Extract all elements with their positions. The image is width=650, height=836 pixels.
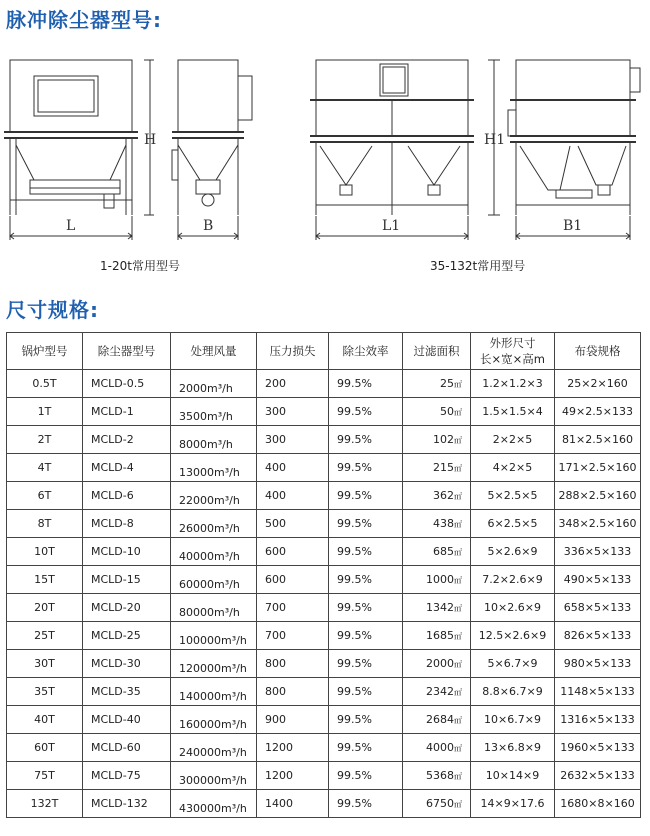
table-row — [7, 398, 641, 426]
cell-flow-value-wrap — [179, 494, 240, 507]
table-row — [7, 538, 641, 566]
cell-flow-value-wrap — [179, 746, 247, 759]
cell-size: 1.2×1.2×3 — [471, 370, 555, 398]
cell-model: MCLD-25 — [83, 622, 171, 650]
cell-loss: 600 — [257, 566, 329, 594]
cell-efficiency: 99.5% — [329, 370, 403, 398]
cell-flow-unit: m³/h — [221, 718, 247, 731]
cell-area — [403, 706, 471, 734]
cell-area-unit: ㎡ — [454, 408, 462, 417]
cell-area — [403, 790, 471, 818]
cell-size: 12.5×2.6×9 — [471, 622, 555, 650]
cell-area — [403, 622, 471, 650]
cell-size: 10×2.6×9 — [471, 594, 555, 622]
table-row — [7, 706, 641, 734]
dim-L1: L1 — [382, 218, 401, 234]
cell-size: 10×14×9 — [471, 762, 555, 790]
cell-area — [403, 678, 471, 706]
cell-area — [403, 370, 471, 398]
cell-flow-value: 80000 — [179, 606, 214, 619]
cell-bag: 25×2×160 — [555, 370, 641, 398]
cell-area — [403, 482, 471, 510]
cell-bag: 1148×5×133 — [555, 678, 641, 706]
table-row — [7, 454, 641, 482]
cell-boiler: 15T — [7, 566, 83, 594]
cell-size: 4×2×5 — [471, 454, 555, 482]
cell-loss: 1200 — [257, 762, 329, 790]
cell-model: MCLD-35 — [83, 678, 171, 706]
cell-loss: 300 — [257, 426, 329, 454]
cell-boiler: 6T — [7, 482, 83, 510]
cell-loss: 500 — [257, 510, 329, 538]
cell-area-value: 2342 — [426, 685, 454, 698]
cell-boiler: 10T — [7, 538, 83, 566]
cell-boiler: 1T — [7, 398, 83, 426]
cell-flow — [171, 398, 257, 426]
cell-bag: 1960×5×133 — [555, 734, 641, 762]
cell-model: MCLD-40 — [83, 706, 171, 734]
models-title: 脉冲除尘器型号: — [6, 8, 162, 32]
cell-area-unit: ㎡ — [454, 576, 462, 585]
cell-area-unit: ㎡ — [454, 548, 462, 557]
table-body — [7, 370, 641, 818]
cell-area-value: 1342 — [426, 601, 454, 614]
table-row — [7, 510, 641, 538]
cell-flow-value-wrap — [179, 802, 247, 815]
cell-efficiency: 99.5% — [329, 790, 403, 818]
cell-flow-value-wrap — [179, 438, 233, 451]
cell-flow-unit: m³/h — [214, 550, 240, 563]
cell-loss: 800 — [257, 678, 329, 706]
dim-B1: B1 — [563, 218, 583, 234]
dust-collector-drawings — [0, 40, 650, 276]
cell-size: 6×2.5×5 — [471, 510, 555, 538]
cell-bag: 490×5×133 — [555, 566, 641, 594]
cell-area-value: 685 — [433, 545, 454, 558]
cell-efficiency: 99.5% — [329, 482, 403, 510]
header-efficiency: 除尘效率 — [329, 333, 403, 370]
cell-size: 10×6.7×9 — [471, 706, 555, 734]
caption-large-models: 35-132t常用型号 — [430, 259, 526, 273]
cell-flow — [171, 426, 257, 454]
dim-L: L — [66, 218, 76, 234]
cell-flow-value: 26000 — [179, 522, 214, 535]
cell-area — [403, 426, 471, 454]
cell-area-value: 438 — [433, 517, 454, 530]
cell-area-value: 2684 — [426, 713, 454, 726]
table-row — [7, 734, 641, 762]
cell-flow-unit: m³/h — [214, 522, 240, 535]
cell-flow-unit: m³/h — [214, 466, 240, 479]
cell-flow-unit: m³/h — [207, 382, 233, 395]
cell-flow — [171, 734, 257, 762]
cell-efficiency: 99.5% — [329, 454, 403, 482]
cell-flow — [171, 594, 257, 622]
cell-flow-value-wrap — [179, 382, 233, 395]
table-row — [7, 566, 641, 594]
cell-flow-value-wrap — [179, 578, 240, 591]
cell-flow-value: 240000 — [179, 746, 221, 759]
cell-flow — [171, 370, 257, 398]
cell-model: MCLD-6 — [83, 482, 171, 510]
cell-bag: 348×2.5×160 — [555, 510, 641, 538]
cell-loss: 700 — [257, 622, 329, 650]
cell-model: MCLD-10 — [83, 538, 171, 566]
cell-flow-value: 3500 — [179, 410, 207, 423]
cell-area-value: 2000 — [426, 657, 454, 670]
cell-flow-value: 300000 — [179, 774, 221, 787]
header-size-label: 外形尺寸 — [489, 336, 536, 350]
cell-flow-value-wrap — [179, 718, 247, 731]
table-row — [7, 426, 641, 454]
drawing-large-front — [310, 60, 500, 240]
table-row — [7, 650, 641, 678]
cell-flow-unit: m³/h — [221, 690, 247, 703]
cell-bag: 81×2.5×160 — [555, 426, 641, 454]
cell-boiler: 30T — [7, 650, 83, 678]
cell-flow — [171, 622, 257, 650]
cell-flow-value: 2000 — [179, 382, 207, 395]
cell-flow-value: 22000 — [179, 494, 214, 507]
cell-area-unit: ㎡ — [454, 604, 462, 613]
cell-flow — [171, 454, 257, 482]
cell-flow-unit: m³/h — [221, 802, 247, 815]
cell-size: 2×2×5 — [471, 426, 555, 454]
cell-area-unit: ㎡ — [454, 436, 462, 445]
cell-model: MCLD-2 — [83, 426, 171, 454]
cell-model: MCLD-30 — [83, 650, 171, 678]
table-header-row — [7, 333, 641, 370]
cell-loss: 1200 — [257, 734, 329, 762]
cell-area-unit: ㎡ — [454, 688, 462, 697]
cell-bag: 1680×8×160 — [555, 790, 641, 818]
table-row — [7, 594, 641, 622]
cell-flow-unit: m³/h — [207, 438, 233, 451]
cell-efficiency: 99.5% — [329, 734, 403, 762]
cell-boiler: 20T — [7, 594, 83, 622]
cell-flow-value-wrap — [179, 662, 247, 675]
dim-H: H — [144, 132, 157, 148]
cell-area-unit: ㎡ — [454, 660, 462, 669]
cell-loss: 300 — [257, 398, 329, 426]
dimensions-title: 尺寸规格: — [6, 298, 99, 322]
cell-boiler: 75T — [7, 762, 83, 790]
cell-boiler: 4T — [7, 454, 83, 482]
cell-flow — [171, 678, 257, 706]
cell-area — [403, 762, 471, 790]
cell-flow — [171, 538, 257, 566]
cell-loss: 200 — [257, 370, 329, 398]
cell-area — [403, 734, 471, 762]
table-row — [7, 622, 641, 650]
cell-area-unit: ㎡ — [454, 744, 462, 753]
cell-bag: 658×5×133 — [555, 594, 641, 622]
cell-flow-value: 8000 — [179, 438, 207, 451]
spec-table — [6, 332, 641, 818]
cell-flow — [171, 482, 257, 510]
cell-flow-value: 40000 — [179, 550, 214, 563]
cell-size: 5×6.7×9 — [471, 650, 555, 678]
cell-flow-unit: m³/h — [221, 662, 247, 675]
cell-flow — [171, 510, 257, 538]
cell-flow-unit: m³/h — [221, 746, 247, 759]
cell-model: MCLD-75 — [83, 762, 171, 790]
cell-flow-value-wrap — [179, 522, 240, 535]
cell-area-value: 4000 — [426, 741, 454, 754]
cell-flow-value-wrap — [179, 410, 233, 423]
cell-model: MCLD-60 — [83, 734, 171, 762]
cell-area-unit: ㎡ — [454, 520, 462, 529]
cell-flow-value: 140000 — [179, 690, 221, 703]
cell-boiler: 60T — [7, 734, 83, 762]
table-row — [7, 790, 641, 818]
cell-model: MCLD-4 — [83, 454, 171, 482]
header-flow: 处理风量 — [171, 333, 257, 370]
cell-efficiency: 99.5% — [329, 762, 403, 790]
cell-area-value: 5368 — [426, 769, 454, 782]
cell-size: 13×6.8×9 — [471, 734, 555, 762]
header-boiler: 锅炉型号 — [7, 333, 83, 370]
cell-flow — [171, 790, 257, 818]
header-area: 过滤面积 — [403, 333, 471, 370]
cell-size: 5×2.5×5 — [471, 482, 555, 510]
cell-size: 1.5×1.5×4 — [471, 398, 555, 426]
cell-flow-unit: m³/h — [207, 410, 233, 423]
cell-flow-value: 13000 — [179, 466, 214, 479]
cell-loss: 400 — [257, 482, 329, 510]
cell-size: 8.8×6.7×9 — [471, 678, 555, 706]
cell-efficiency: 99.5% — [329, 538, 403, 566]
cell-area — [403, 398, 471, 426]
cell-area — [403, 538, 471, 566]
table-row — [7, 678, 641, 706]
cell-flow — [171, 566, 257, 594]
cell-bag: 336×5×133 — [555, 538, 641, 566]
cell-boiler: 132T — [7, 790, 83, 818]
cell-area-value: 1000 — [426, 573, 454, 586]
cell-efficiency: 99.5% — [329, 622, 403, 650]
cell-bag: 171×2.5×160 — [555, 454, 641, 482]
table-row — [7, 762, 641, 790]
cell-area-value: 215 — [433, 461, 454, 474]
cell-efficiency: 99.5% — [329, 398, 403, 426]
cell-model: MCLD-0.5 — [83, 370, 171, 398]
cell-loss: 800 — [257, 650, 329, 678]
cell-loss: 400 — [257, 454, 329, 482]
cell-boiler: 8T — [7, 510, 83, 538]
cell-efficiency: 99.5% — [329, 510, 403, 538]
header-bag: 布袋规格 — [555, 333, 641, 370]
cell-flow — [171, 762, 257, 790]
cell-loss: 700 — [257, 594, 329, 622]
cell-flow-unit: m³/h — [221, 774, 247, 787]
cell-efficiency: 99.5% — [329, 706, 403, 734]
cell-area-value: 362 — [433, 489, 454, 502]
cell-area-value: 50 — [440, 405, 454, 418]
cell-bag: 2632×5×133 — [555, 762, 641, 790]
cell-model: MCLD-132 — [83, 790, 171, 818]
cell-area — [403, 454, 471, 482]
cell-flow-value-wrap — [179, 774, 247, 787]
cell-loss: 1400 — [257, 790, 329, 818]
cell-flow-value-wrap — [179, 606, 240, 619]
drawing-small-side — [172, 60, 252, 240]
table-row — [7, 482, 641, 510]
table-row — [7, 370, 641, 398]
cell-area-unit: ㎡ — [454, 632, 462, 641]
cell-bag: 980×5×133 — [555, 650, 641, 678]
cell-area — [403, 566, 471, 594]
cell-flow-value: 120000 — [179, 662, 221, 675]
dim-H1: H1 — [484, 132, 506, 148]
cell-loss: 900 — [257, 706, 329, 734]
cell-efficiency: 99.5% — [329, 650, 403, 678]
cell-flow-unit: m³/h — [214, 578, 240, 591]
cell-flow-value-wrap — [179, 690, 247, 703]
cell-area-unit: ㎡ — [454, 464, 462, 473]
cell-bag: 1316×5×133 — [555, 706, 641, 734]
drawing-small-front — [4, 60, 157, 240]
caption-small-models: 1-20t常用型号 — [100, 259, 180, 273]
cell-flow — [171, 650, 257, 678]
cell-flow-value-wrap — [179, 550, 240, 563]
cell-size: 5×2.6×9 — [471, 538, 555, 566]
header-size-sub: 长×宽×高m — [480, 352, 545, 366]
cell-efficiency: 99.5% — [329, 566, 403, 594]
cell-area-unit: ㎡ — [454, 492, 462, 501]
cell-flow — [171, 706, 257, 734]
cell-area — [403, 650, 471, 678]
header-model: 除尘器型号 — [83, 333, 171, 370]
cell-bag: 826×5×133 — [555, 622, 641, 650]
cell-efficiency: 99.5% — [329, 678, 403, 706]
cell-boiler: 40T — [7, 706, 83, 734]
cell-flow-unit: m³/h — [221, 634, 247, 647]
cell-size: 7.2×2.6×9 — [471, 566, 555, 594]
cell-boiler: 0.5T — [7, 370, 83, 398]
cell-model: MCLD-1 — [83, 398, 171, 426]
cell-boiler: 2T — [7, 426, 83, 454]
cell-area-unit: ㎡ — [454, 380, 462, 389]
cell-flow-value-wrap — [179, 634, 247, 647]
cell-flow-value: 100000 — [179, 634, 221, 647]
cell-flow-value-wrap — [179, 466, 240, 479]
cell-size: 14×9×17.6 — [471, 790, 555, 818]
cell-flow-unit: m³/h — [214, 494, 240, 507]
cell-flow-value: 60000 — [179, 578, 214, 591]
cell-area-value: 25 — [440, 377, 454, 390]
cell-area — [403, 594, 471, 622]
cell-flow-value: 160000 — [179, 718, 221, 731]
cell-boiler: 35T — [7, 678, 83, 706]
cell-flow-unit: m³/h — [214, 606, 240, 619]
cell-area-value: 6750 — [426, 797, 454, 810]
cell-model: MCLD-8 — [83, 510, 171, 538]
header-size — [471, 333, 555, 370]
cell-bag: 288×2.5×160 — [555, 482, 641, 510]
dim-B: B — [203, 218, 214, 234]
cell-area-unit: ㎡ — [454, 772, 462, 781]
cell-loss: 600 — [257, 538, 329, 566]
cell-area — [403, 510, 471, 538]
cell-efficiency: 99.5% — [329, 594, 403, 622]
cell-area-value: 1685 — [426, 629, 454, 642]
drawing-large-side — [508, 60, 640, 240]
cell-area-unit: ㎡ — [454, 716, 462, 725]
cell-bag: 49×2.5×133 — [555, 398, 641, 426]
cell-area-value: 102 — [433, 433, 454, 446]
cell-efficiency: 99.5% — [329, 426, 403, 454]
cell-flow-value: 430000 — [179, 802, 221, 815]
header-loss: 压力损失 — [257, 333, 329, 370]
cell-model: MCLD-20 — [83, 594, 171, 622]
cell-area-unit: ㎡ — [454, 800, 462, 809]
cell-model: MCLD-15 — [83, 566, 171, 594]
cell-boiler: 25T — [7, 622, 83, 650]
